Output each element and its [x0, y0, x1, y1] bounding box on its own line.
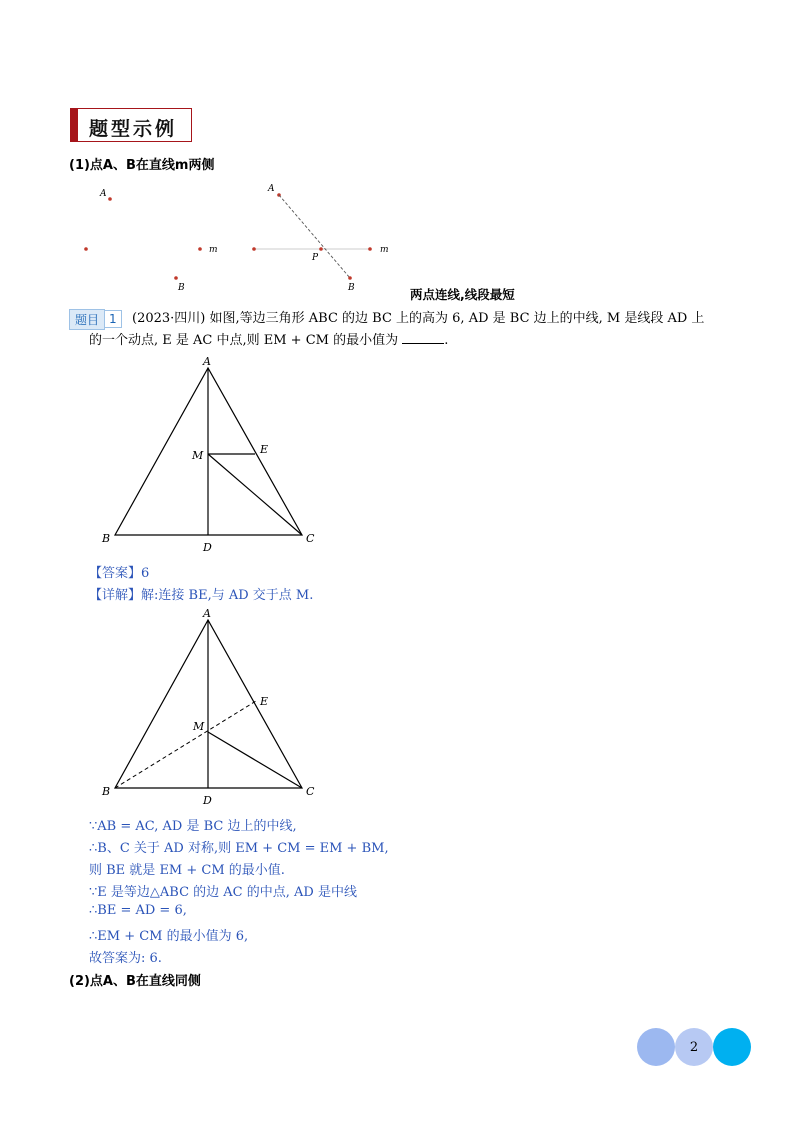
fig-left-label-m: m — [209, 245, 218, 255]
fig-right-label-p: P — [312, 253, 319, 263]
detail-text: 解:连接 BE,与 AD 交于点 M. — [141, 588, 314, 603]
answer-line — [89, 562, 149, 581]
page-number: 2 — [675, 1028, 713, 1066]
page-circle-right — [713, 1028, 751, 1066]
fig2-label-b: B — [102, 785, 111, 798]
fig-left-label-b: B — [178, 283, 185, 293]
fig-right-line-end — [368, 247, 372, 251]
fig2-line-mc — [208, 732, 302, 788]
fig2-label-e: E — [260, 695, 269, 708]
answer-label: 【答案】 — [89, 566, 142, 581]
detail-line — [89, 584, 313, 603]
problem-line2-wrap — [89, 330, 448, 352]
answer-value: 6 — [141, 566, 150, 581]
solution-line-6: ∴EM + CM 的最小值为 6, — [89, 929, 249, 944]
fig2-line-be — [115, 701, 256, 788]
figure1 — [90, 355, 330, 555]
fig1-label-m: M — [192, 449, 204, 462]
fig-right-label-b: B — [348, 283, 355, 293]
fig-left-line-start — [84, 247, 88, 251]
fig1-label-e: E — [260, 443, 269, 456]
fig-left-label-a: A — [100, 189, 107, 199]
case1-heading: (1)点A、B在直线m两侧 — [69, 158, 215, 173]
case1-caption: 两点连线,线段最短 — [410, 287, 515, 302]
problem-tag — [69, 310, 122, 328]
problem-line2: 的一个动点, E 是 AC 中点,则 EM + CM 的最小值为 — [89, 333, 399, 348]
fig-left-point-a — [108, 197, 112, 201]
answer-blank — [402, 331, 444, 344]
fig2-label-c: C — [306, 785, 315, 798]
problem-line1: (2023·四川) 如图,等边三角形 ABC 的边 BC 上的高为 6, AD 是 BC 边上的中线, M 是线段 AD 上 — [132, 311, 705, 326]
fig-right-point-p — [319, 247, 323, 251]
fig-right-label-m: m — [380, 245, 389, 255]
fig1-label-b: B — [102, 532, 111, 545]
figure2 — [90, 605, 330, 810]
fig1-label-a: A — [203, 355, 211, 368]
fig2-label-a: A — [203, 607, 211, 620]
page-number-badge — [637, 1028, 751, 1066]
fig2-label-m: M — [193, 720, 205, 733]
case2-heading: (2)点A、B在直线同侧 — [69, 974, 201, 989]
problem-tag-label: 题目 — [69, 309, 105, 330]
solution-line-7: 故答案为: 6. — [89, 951, 162, 966]
fig-left-point-b — [174, 276, 178, 280]
problem-line2-end: . — [444, 333, 449, 348]
solution-line-3: 则 BE 就是 EM + CM 的最小值. — [89, 863, 285, 878]
solution-line-4: ∵E 是等边△ABC 的边 AC 的中点, AD 是中线 — [89, 885, 357, 900]
fig-right-line-start — [252, 247, 256, 251]
fig1-label-c: C — [306, 532, 315, 545]
solution-line-1: ∵AB = AC, AD 是 BC 边上的中线, — [89, 819, 297, 834]
section-badge-bar — [71, 109, 78, 141]
fig2-label-d: D — [203, 794, 212, 807]
fig-right-label-a: A — [268, 184, 275, 194]
fig-left-line-end — [198, 247, 202, 251]
fig1-line-mc — [208, 454, 302, 535]
section-badge — [70, 108, 192, 142]
fig-right-point-b — [348, 276, 352, 280]
problem-tag-number: 1 — [105, 310, 122, 328]
fig-right-segment-ab — [279, 195, 350, 278]
fig1-label-d: D — [203, 541, 212, 554]
solution-line-5: ∴BE = AD = 6, — [89, 903, 187, 918]
section-title: 题型示例 — [89, 118, 178, 140]
case1-figures — [70, 178, 470, 298]
page-circle-left — [637, 1028, 675, 1066]
solution-line-2: ∴B、C 关于 AD 对称,则 EM + CM = EM + BM, — [89, 841, 389, 856]
detail-label: 【详解】 — [89, 588, 142, 603]
